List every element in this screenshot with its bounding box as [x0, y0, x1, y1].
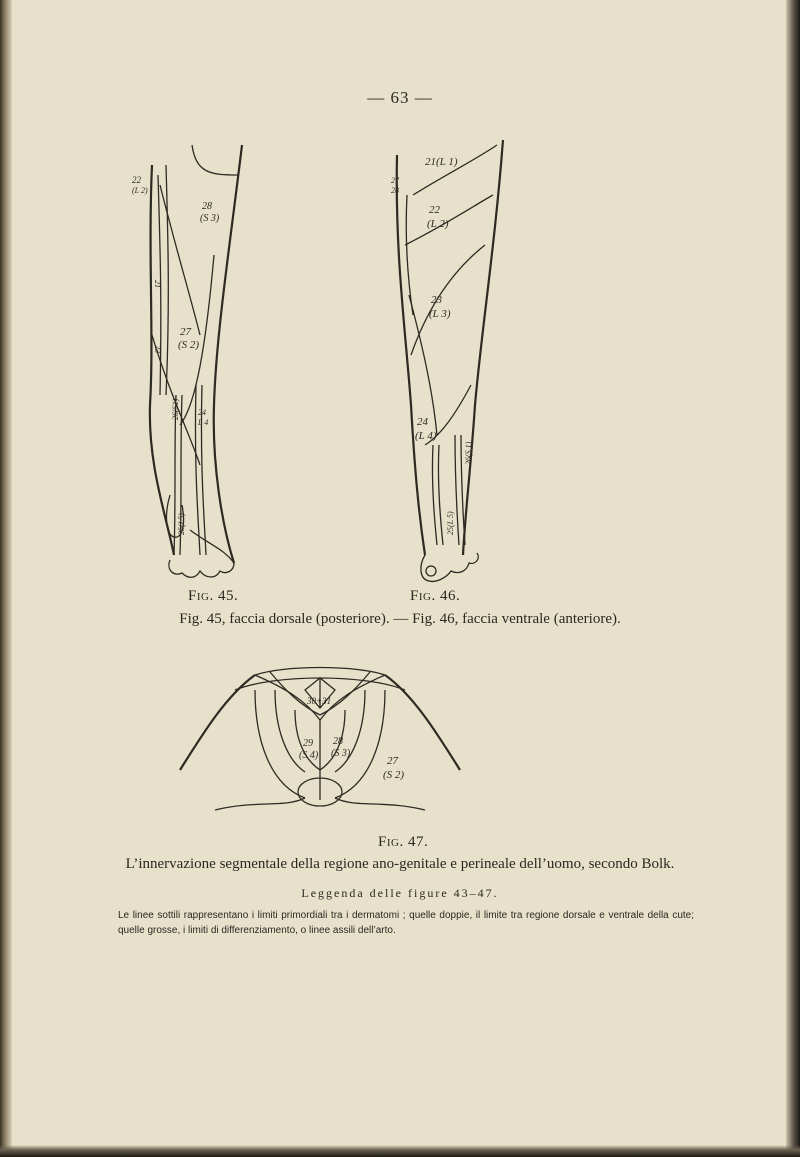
fig46-label-24: 24	[417, 416, 428, 428]
page-edge-left	[0, 0, 12, 1157]
fig46-label-23: 23	[431, 294, 442, 306]
fig47-label-27: 27	[387, 755, 398, 767]
fig46-label-22: 22	[429, 204, 440, 216]
fig46-label-27: 27	[391, 176, 399, 185]
legend-body: Le linee sottili rappresentano i limiti primordiali tra i dermatomi ; quelle doppie, il limite tra regione dorsale e ventrale della cute; quelle grosse, i limiti di differenziamento, o linee assili dell’arto.	[118, 910, 694, 936]
fig45-label-27b: (S 2)	[178, 339, 200, 351]
fig47-label-29: 29	[303, 738, 313, 749]
fig45-label-26: 26(S1)	[171, 398, 180, 420]
figure-45-title: Fig. 45.	[188, 588, 239, 604]
figure-46-title: Fig. 46.	[410, 588, 461, 604]
fig45-label-23: 23	[153, 345, 162, 353]
figure-47-perineum	[175, 660, 465, 825]
figure-46-leg-ventral	[385, 135, 520, 590]
fig45-label-22: 22	[132, 175, 141, 185]
figure-45-leg-dorsal	[130, 135, 260, 585]
fig46-label-25: 25(L 5)	[446, 511, 455, 535]
fig47-label-28: 28	[333, 736, 343, 747]
fig47-label-29b: (S 4)	[299, 750, 319, 761]
fig46-label-26: 26(S 1)	[464, 441, 473, 465]
fig45-label-21: 21	[153, 280, 162, 288]
fig46-label-28: 28	[391, 186, 399, 195]
fig46-label-21: 21(L 1)	[425, 156, 458, 168]
figure-47-title: Fig. 47.	[378, 834, 429, 850]
fig45-label-24: 24	[198, 408, 206, 417]
fig45-label-28b: (S 3)	[200, 213, 220, 224]
fig46-label-23b: (L 3)	[429, 308, 451, 320]
fig45-label-22b: (L 2)	[132, 186, 148, 195]
fig45-label-28: 28	[202, 201, 212, 212]
fig45-label-24b: L 4	[198, 418, 209, 427]
caption-figs-45-46: Fig. 45, faccia dorsale (posteriore). — Fig. 46, faccia ventrale (anteriore).	[179, 611, 621, 627]
fig47-label-3031: 30+31	[307, 696, 332, 706]
fig46-label-22b: (L 2)	[427, 218, 449, 230]
legend-title: Leggenda delle figure 43–47.	[301, 886, 499, 900]
page-edge-right	[786, 0, 800, 1157]
fig46-label-24b: (L 4)	[415, 430, 437, 442]
fig45-label-25: 25(L5)	[177, 513, 186, 535]
page-number: — 63 —	[367, 88, 433, 107]
caption-fig-47: L’innervazione segmentale della regione ano-genitale e perineale dell’uomo, secondo Bolk.	[125, 856, 675, 872]
page-edge-bottom	[0, 1145, 800, 1157]
fig47-label-28b: (S 3)	[331, 748, 351, 759]
fig45-label-27: 27	[180, 326, 191, 338]
fig47-label-27b: (S 2)	[383, 769, 405, 781]
